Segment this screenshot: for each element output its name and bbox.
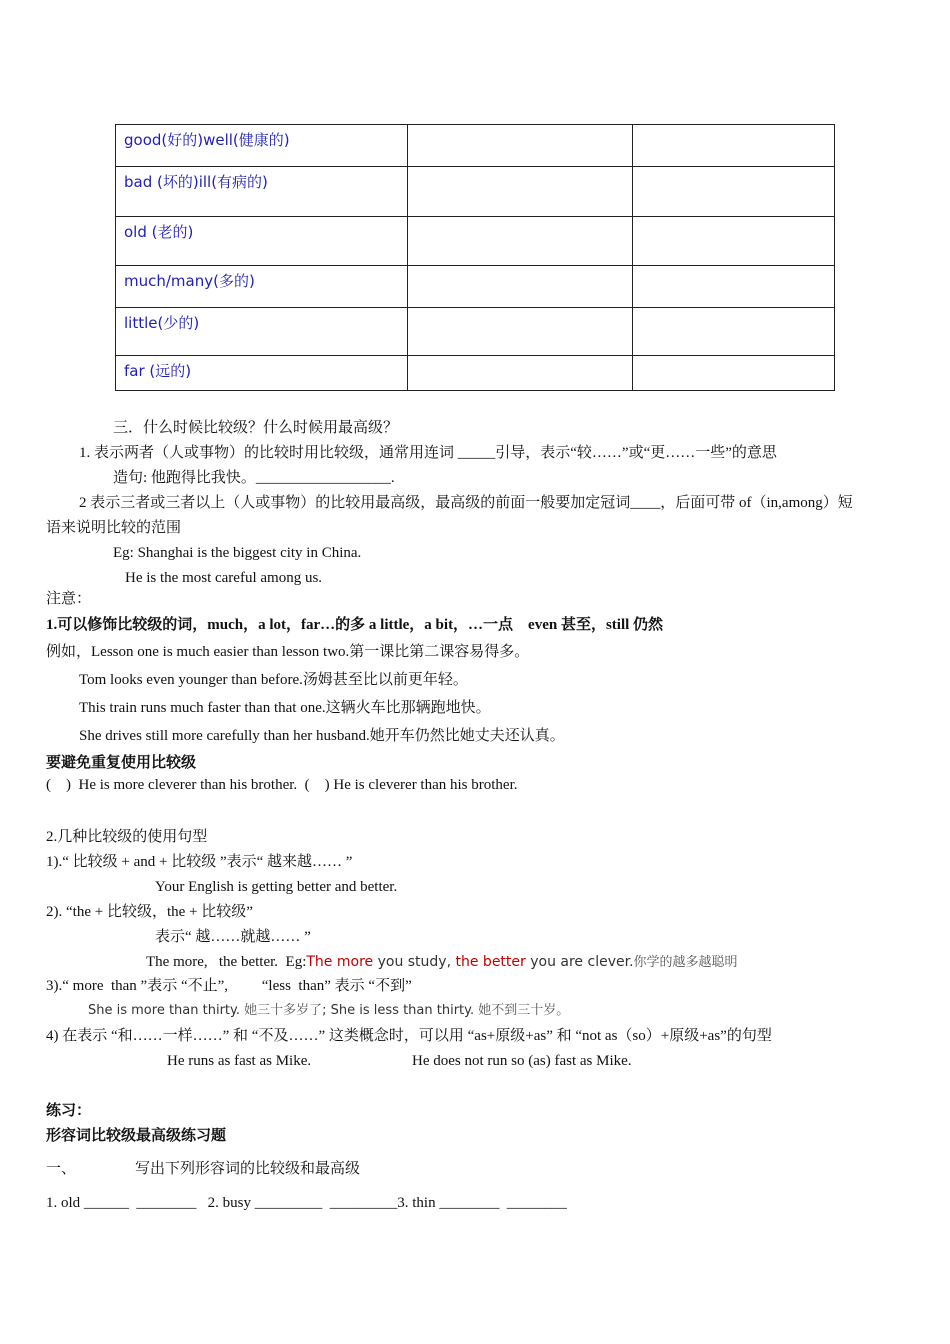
highlight-text: The more	[306, 954, 374, 970]
table-cell-superlative[interactable]	[633, 125, 835, 167]
pattern-2: 2). “the + 比较级，the + 比较级”	[46, 904, 253, 920]
example-sentence: 例如，Lesson one is much easier than lesson two.第一课比第二课容易得多。	[46, 644, 530, 660]
table-cell-comparative[interactable]	[408, 308, 633, 356]
table-cell-adjective: old (老的)	[116, 217, 408, 266]
highlight-text: the better	[455, 954, 526, 970]
table-cell-comparative[interactable]	[408, 356, 633, 391]
table-row	[116, 356, 835, 391]
section3-heading: 三．什么时候比较级？什么时候用最高级？	[113, 420, 399, 436]
example-sentence: Eg: Shanghai is the biggest city in China.	[113, 545, 362, 561]
table-row	[116, 125, 835, 167]
table-cell-adjective: good(好的)well(健康的)	[116, 125, 408, 167]
example-sentence: Tom looks even younger than before.汤姆甚至比以前更年轻。	[79, 672, 468, 688]
table-cell-comparative[interactable]	[408, 217, 633, 266]
translation-text: 她三十多岁了	[244, 1003, 323, 1018]
example-sentence: He is the most careful among us.	[125, 570, 323, 586]
example-text: She is more than thirty.	[88, 1003, 245, 1018]
notes-label: 注意：	[46, 591, 92, 607]
rule1: 1. 表示两者（人或事物）的比较时用比较级，通常用连词 _____引导，表示“较……”或“更……一些”的意思	[79, 445, 777, 461]
pattern-4-example: He does not run so (as) fast as Mike.	[412, 1053, 632, 1069]
table-row	[116, 308, 835, 356]
pattern-1: 1).“ 比较级 + and + 比较级 ”表示“ 越来越…… ”	[46, 854, 353, 870]
exercise-items[interactable]: 1. old ______ ________ 2. busy _________ _________3. thin ________ ________	[46, 1195, 567, 1211]
table-cell-adjective: far (远的)	[116, 356, 408, 391]
table-cell-superlative[interactable]	[633, 356, 835, 391]
patterns-heading: 2.几种比较级的使用句型	[46, 829, 208, 845]
pattern-1-example: Your English is getting better and better.	[155, 879, 398, 895]
translation-text: 她不到三十岁。	[478, 1003, 570, 1018]
rule2-line2: 语来说明比较的范围	[46, 520, 182, 536]
example-sentence: This train runs much faster than that one.这辆火车比那辆跑地快。	[79, 700, 491, 716]
modifiers-rule: 1.可以修饰比较级的词，much，a lot，far…的多 a little，a bit，…一点 even 甚至，still 仍然	[46, 617, 664, 633]
table-cell-superlative[interactable]	[633, 308, 835, 356]
table-cell-comparative[interactable]	[408, 167, 633, 217]
table-cell-adjective: bad (坏的)ill(有病的)	[116, 167, 408, 217]
part1-number: 一、	[46, 1161, 77, 1177]
table-cell-superlative[interactable]	[633, 217, 835, 266]
example-lead: The more, the better. Eg:	[146, 954, 307, 970]
exercise-label: 练习：	[46, 1103, 92, 1119]
table-cell-comparative[interactable]	[408, 266, 633, 308]
table-row	[116, 266, 835, 308]
translation-text: 你学的越多越聪明	[633, 955, 738, 970]
avoid-heading: 要避免重复使用比较级	[46, 755, 197, 771]
pattern-4: 4) 在表示 “和……一样……” 和 “不及……” 这类概念时，可以用 “as+原级+as” 和 “not as（so）+原级+as”的句型	[46, 1028, 772, 1044]
example-text: you study,	[373, 954, 456, 970]
part1-title: 写出下列形容词的比较级和最高级	[135, 1161, 361, 1177]
pattern-3: 3).“ more than ”表示 “不止”, “less than” 表示 “不到”	[46, 978, 412, 994]
example-sentence: She drives still more carefully than her husband.她开车仍然比她丈夫还认真。	[79, 728, 565, 744]
example-text: ; She is less than thirty.	[322, 1003, 479, 1018]
pattern-2-meaning: 表示“ 越……就越…… ”	[155, 929, 311, 945]
table-cell-adjective: much/many(多的)	[116, 266, 408, 308]
table-cell-comparative[interactable]	[408, 125, 633, 167]
pattern-3-example	[88, 1003, 569, 1019]
exercise-title: 形容词比较级最高级练习题	[46, 1128, 227, 1144]
table-row	[116, 167, 835, 217]
avoid-example: ( ) He is more cleverer than his brother. ( ) He is cleverer than his brother.	[46, 777, 518, 793]
rule2-line1: 2 表示三者或三者以上（人或事物）的比较用最高级，最高级的前面一般要加定冠词____，后面可带 of（in,among）短	[79, 495, 853, 511]
comparison-table	[115, 124, 835, 391]
example-text: you are clever.	[525, 954, 634, 970]
table-cell-superlative[interactable]	[633, 266, 835, 308]
pattern-4-example: He runs as fast as Mike.	[167, 1053, 312, 1069]
rule1-example: 造句: 他跑得比我快。__________________.	[113, 470, 395, 486]
pattern-2-example	[146, 953, 738, 971]
table-row	[116, 217, 835, 266]
table-cell-superlative[interactable]	[633, 167, 835, 217]
table-cell-adjective: little(少的)	[116, 308, 408, 356]
